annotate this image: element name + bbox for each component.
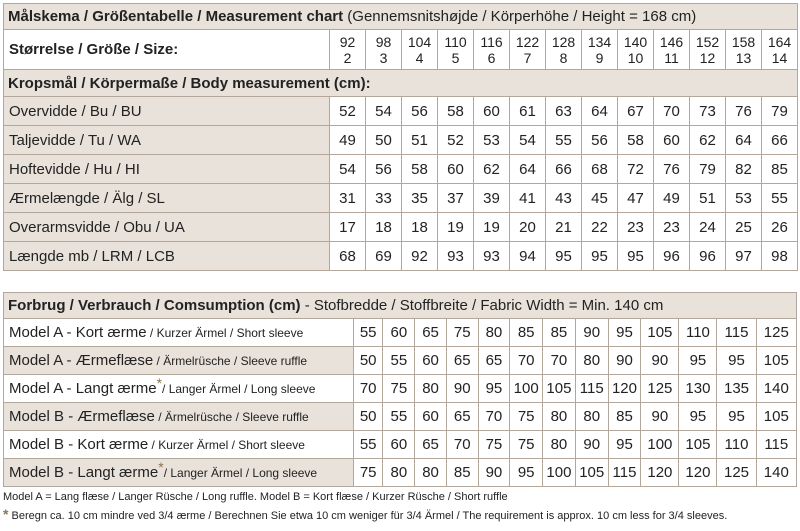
measurement-value: 23 bbox=[654, 213, 690, 242]
measurement-value: 17 bbox=[330, 213, 366, 242]
size-cell bbox=[474, 30, 510, 70]
measurement-value: 96 bbox=[690, 242, 726, 271]
consumption-value: 65 bbox=[415, 431, 447, 459]
consumption-label bbox=[4, 459, 354, 487]
measurement-value: 45 bbox=[582, 184, 618, 213]
measurement-value: 66 bbox=[546, 155, 582, 184]
model-note: Model A = Lang flæse / Langer Rüsche / Long ruffle. Model B = Kort flæse / Kurzer Rüsche / Short ruffle bbox=[3, 491, 508, 503]
measurement-value: 19 bbox=[438, 213, 474, 242]
size-cell bbox=[438, 30, 474, 70]
measurement-value: 53 bbox=[726, 184, 762, 213]
consumption-value: 105 bbox=[756, 347, 796, 375]
asterisk-icon: * bbox=[158, 459, 164, 475]
size-height: 104 bbox=[407, 33, 432, 50]
consumption-value: 55 bbox=[383, 403, 415, 431]
measurement-value: 58 bbox=[402, 155, 438, 184]
consumption-value: 80 bbox=[383, 459, 415, 487]
size-height: 116 bbox=[480, 33, 503, 50]
consumption-title-bold: Forbrug / Verbrauch / Comsumption (cm) bbox=[8, 297, 301, 314]
consumption-value: 120 bbox=[608, 375, 641, 403]
consumption-value: 120 bbox=[679, 459, 717, 487]
measurement-value: 76 bbox=[726, 97, 762, 126]
consumption-value: 105 bbox=[575, 459, 608, 487]
size-height: 164 bbox=[767, 33, 792, 50]
measurement-value: 95 bbox=[546, 242, 582, 271]
measurement-value: 64 bbox=[582, 97, 618, 126]
size-cell bbox=[618, 30, 654, 70]
measurement-chart-title-bold: Målskema / Größentabelle / Measurement chart bbox=[8, 8, 344, 25]
consumption-label bbox=[4, 403, 354, 431]
size-age: 9 bbox=[595, 49, 604, 66]
consumption-value: 80 bbox=[575, 347, 608, 375]
consumption-value: 90 bbox=[575, 431, 608, 459]
consumption-value: 95 bbox=[478, 375, 510, 403]
consumption-value: 60 bbox=[415, 403, 447, 431]
measurement-value: 18 bbox=[366, 213, 402, 242]
consumption-value: 105 bbox=[641, 319, 679, 347]
measurement-value: 67 bbox=[618, 97, 654, 126]
measurement-value: 62 bbox=[474, 155, 510, 184]
size-height: 146 bbox=[659, 33, 684, 50]
consumption-sleeve: / Langer Ärmel / Long sleeve bbox=[163, 466, 318, 480]
measurement-value: 52 bbox=[438, 126, 474, 155]
measurement-label: Ærmelængde / Älg / SL bbox=[4, 184, 330, 213]
measurement-value: 19 bbox=[474, 213, 510, 242]
measurement-value: 53 bbox=[474, 126, 510, 155]
asterisk-icon: * bbox=[3, 506, 9, 522]
measurement-value: 72 bbox=[618, 155, 654, 184]
size-label-text: Størrelse / Größe / Size: bbox=[9, 41, 179, 58]
measurement-value: 51 bbox=[402, 126, 438, 155]
consumption-value: 75 bbox=[383, 375, 415, 403]
consumption-value: 95 bbox=[717, 403, 756, 431]
body-measurement-row bbox=[4, 242, 798, 271]
body-measurement-row bbox=[4, 97, 798, 126]
size-cell bbox=[582, 30, 618, 70]
measurement-value: 43 bbox=[546, 184, 582, 213]
consumption-value: 65 bbox=[478, 347, 510, 375]
consumption-row bbox=[4, 459, 797, 487]
measurement-value: 35 bbox=[402, 184, 438, 213]
consumption-value: 85 bbox=[608, 403, 641, 431]
measurement-value: 56 bbox=[366, 155, 402, 184]
consumption-value: 70 bbox=[510, 347, 543, 375]
measurement-value: 49 bbox=[330, 126, 366, 155]
consumption-value: 130 bbox=[679, 375, 717, 403]
size-age: 8 bbox=[559, 49, 568, 66]
measurement-value: 97 bbox=[726, 242, 762, 271]
consumption-header bbox=[4, 293, 797, 319]
measurement-value: 56 bbox=[582, 126, 618, 155]
consumption-label bbox=[4, 347, 354, 375]
size-age: 5 bbox=[451, 49, 460, 66]
measurement-value: 70 bbox=[654, 97, 690, 126]
consumption-value: 55 bbox=[353, 431, 383, 459]
consumption-model: Model A - Kort ærme bbox=[9, 324, 147, 341]
size-age: 11 bbox=[664, 49, 679, 66]
consumption-sleeve: / Kurzer Ärmel / Short sleeve bbox=[146, 326, 304, 340]
measurement-value: 94 bbox=[510, 242, 546, 271]
measurement-label: Længde mb / LRM / LCB bbox=[4, 242, 330, 271]
consumption-value: 120 bbox=[641, 459, 679, 487]
measurement-value: 79 bbox=[690, 155, 726, 184]
measurement-label: Overvidde / Bu / BU bbox=[4, 97, 330, 126]
consumption-value: 80 bbox=[415, 459, 447, 487]
size-height: 140 bbox=[623, 33, 648, 50]
measurement-value: 79 bbox=[762, 97, 798, 126]
size-age: 10 bbox=[627, 49, 644, 66]
consumption-sleeve: / Kurzer Ärmel / Short sleeve bbox=[148, 438, 305, 452]
consumption-value: 85 bbox=[510, 319, 543, 347]
consumption-value: 95 bbox=[608, 319, 641, 347]
consumption-label bbox=[4, 375, 354, 403]
consumption-value: 110 bbox=[679, 319, 717, 347]
size-height: 122 bbox=[515, 33, 540, 50]
consumption-value: 100 bbox=[543, 459, 576, 487]
body-measurement-row bbox=[4, 184, 798, 213]
measurement-value: 93 bbox=[438, 242, 474, 271]
body-measurement-row bbox=[4, 126, 798, 155]
measurement-value: 58 bbox=[438, 97, 474, 126]
consumption-model: Model B - Kort ærme bbox=[9, 436, 149, 453]
consumption-value: 105 bbox=[756, 403, 796, 431]
measurement-value: 60 bbox=[438, 155, 474, 184]
measurement-value: 51 bbox=[690, 184, 726, 213]
measurement-value: 47 bbox=[618, 184, 654, 213]
measurement-value: 56 bbox=[402, 97, 438, 126]
size-age: 12 bbox=[699, 49, 716, 66]
measurement-value: 24 bbox=[690, 213, 726, 242]
measurement-value: 95 bbox=[618, 242, 654, 271]
consumption-table bbox=[3, 292, 797, 487]
measurement-value: 92 bbox=[402, 242, 438, 271]
sleeve-note bbox=[3, 506, 727, 522]
body-measurement-title bbox=[4, 70, 798, 97]
asterisk-icon: * bbox=[156, 375, 163, 391]
consumption-value: 90 bbox=[641, 347, 679, 375]
size-cell bbox=[654, 30, 690, 70]
measurement-value: 22 bbox=[582, 213, 618, 242]
consumption-row bbox=[4, 347, 797, 375]
measurement-value: 52 bbox=[330, 97, 366, 126]
measurement-value: 21 bbox=[546, 213, 582, 242]
consumption-value: 90 bbox=[608, 347, 641, 375]
consumption-row bbox=[4, 375, 797, 403]
measurement-value: 61 bbox=[510, 97, 546, 126]
size-age: 7 bbox=[523, 49, 532, 66]
measurement-value: 62 bbox=[690, 126, 726, 155]
measurement-value: 54 bbox=[366, 97, 402, 126]
measurement-value: 58 bbox=[618, 126, 654, 155]
size-age: 13 bbox=[735, 49, 752, 66]
measurement-value: 23 bbox=[618, 213, 654, 242]
consumption-row bbox=[4, 319, 797, 347]
consumption-value: 85 bbox=[446, 459, 478, 487]
measurement-value: 96 bbox=[654, 242, 690, 271]
size-cell bbox=[546, 30, 582, 70]
size-height: 152 bbox=[695, 33, 720, 50]
consumption-value: 70 bbox=[478, 403, 510, 431]
measurement-value: 50 bbox=[366, 126, 402, 155]
consumption-value: 65 bbox=[446, 347, 478, 375]
measurement-value: 69 bbox=[366, 242, 402, 271]
consumption-value: 80 bbox=[415, 375, 447, 403]
consumption-sleeve: / Langer Ärmel / Long sleeve bbox=[162, 382, 316, 396]
consumption-value: 65 bbox=[446, 403, 478, 431]
size-cell bbox=[366, 30, 402, 70]
consumption-value: 60 bbox=[383, 431, 415, 459]
consumption-label bbox=[4, 431, 354, 459]
measurement-value: 93 bbox=[474, 242, 510, 271]
consumption-value: 60 bbox=[415, 347, 447, 375]
consumption-value: 105 bbox=[679, 431, 717, 459]
consumption-value: 55 bbox=[353, 319, 383, 347]
measurement-value: 60 bbox=[654, 126, 690, 155]
consumption-value: 80 bbox=[478, 319, 510, 347]
measurement-chart-header bbox=[4, 4, 798, 30]
size-row bbox=[4, 30, 798, 70]
size-age: 4 bbox=[415, 49, 424, 66]
consumption-value: 70 bbox=[543, 347, 576, 375]
consumption-value: 75 bbox=[478, 431, 510, 459]
consumption-model: Model B - Ærmeflæse bbox=[9, 408, 155, 425]
measurement-value: 49 bbox=[654, 184, 690, 213]
measurement-value: 60 bbox=[474, 97, 510, 126]
size-height: 92 bbox=[339, 33, 356, 50]
consumption-value: 95 bbox=[608, 431, 641, 459]
consumption-row bbox=[4, 403, 797, 431]
measurement-value: 31 bbox=[330, 184, 366, 213]
measurement-label: Overarmsvidde / Obu / UA bbox=[4, 213, 330, 242]
measurement-value: 64 bbox=[726, 126, 762, 155]
consumption-value: 90 bbox=[446, 375, 478, 403]
measurement-value: 55 bbox=[762, 184, 798, 213]
measurement-value: 66 bbox=[762, 126, 798, 155]
consumption-value: 75 bbox=[510, 403, 543, 431]
measurement-value: 95 bbox=[582, 242, 618, 271]
consumption-value: 110 bbox=[717, 431, 756, 459]
measurement-value: 54 bbox=[510, 126, 546, 155]
measurement-value: 20 bbox=[510, 213, 546, 242]
consumption-value: 85 bbox=[543, 319, 576, 347]
body-measurement-header bbox=[4, 70, 798, 97]
measurement-value: 18 bbox=[402, 213, 438, 242]
consumption-value: 95 bbox=[510, 459, 543, 487]
consumption-value: 100 bbox=[641, 431, 679, 459]
consumption-value: 115 bbox=[608, 459, 641, 487]
body-measurement-row bbox=[4, 213, 798, 242]
consumption-value: 140 bbox=[756, 375, 796, 403]
consumption-value: 115 bbox=[575, 375, 608, 403]
size-height: 134 bbox=[587, 33, 612, 50]
size-cell bbox=[330, 30, 366, 70]
consumption-value: 75 bbox=[446, 319, 478, 347]
consumption-sleeve: / Ärmelrüsche / Sleeve ruffle bbox=[154, 410, 309, 424]
size-height: 158 bbox=[731, 33, 756, 50]
measurement-value: 73 bbox=[690, 97, 726, 126]
consumption-value: 80 bbox=[543, 431, 576, 459]
consumption-value: 50 bbox=[353, 403, 383, 431]
measurement-value: 64 bbox=[510, 155, 546, 184]
size-height: 110 bbox=[444, 33, 467, 50]
size-cell bbox=[690, 30, 726, 70]
consumption-value: 115 bbox=[717, 319, 756, 347]
measurement-value: 26 bbox=[762, 213, 798, 242]
measurement-value: 55 bbox=[546, 126, 582, 155]
consumption-value: 90 bbox=[575, 319, 608, 347]
consumption-title bbox=[4, 293, 797, 319]
consumption-value: 115 bbox=[756, 431, 796, 459]
sleeve-note-text: Beregn ca. 10 cm mindre ved 3/4 ærme / Berechnen Sie etwa 10 cm weniger für 3/4 Ärmel / The requirement is approx. 10 cm less for 3/4 sleeves. bbox=[8, 510, 728, 522]
consumption-value: 75 bbox=[510, 431, 543, 459]
size-cell bbox=[762, 30, 798, 70]
measurement-value: 82 bbox=[726, 155, 762, 184]
consumption-row bbox=[4, 431, 797, 459]
measurement-value: 39 bbox=[474, 184, 510, 213]
consumption-model: Model A - Langt ærme bbox=[9, 380, 157, 397]
consumption-value: 60 bbox=[383, 319, 415, 347]
size-cell bbox=[402, 30, 438, 70]
consumption-value: 125 bbox=[756, 319, 796, 347]
measurement-chart-title bbox=[4, 4, 798, 30]
consumption-label bbox=[4, 319, 354, 347]
measurement-chart-title-rest: (Gennemsnitshøjde / Körperhöhe / Height = 168 cm) bbox=[343, 8, 697, 25]
consumption-value: 55 bbox=[383, 347, 415, 375]
measurement-label: Taljevidde / Tu / WA bbox=[4, 126, 330, 155]
measurement-value: 54 bbox=[330, 155, 366, 184]
size-age: 3 bbox=[379, 49, 388, 66]
size-height: 128 bbox=[551, 33, 576, 50]
consumption-value: 140 bbox=[756, 459, 796, 487]
size-cell bbox=[726, 30, 762, 70]
measurement-value: 85 bbox=[762, 155, 798, 184]
measurement-value: 33 bbox=[366, 184, 402, 213]
size-cell bbox=[510, 30, 546, 70]
consumption-value: 100 bbox=[510, 375, 543, 403]
size-age: 2 bbox=[343, 49, 352, 66]
measurement-value: 37 bbox=[438, 184, 474, 213]
size-age: 14 bbox=[771, 49, 788, 66]
measurement-value: 41 bbox=[510, 184, 546, 213]
measurement-value: 63 bbox=[546, 97, 582, 126]
consumption-value: 90 bbox=[478, 459, 510, 487]
consumption-value: 80 bbox=[575, 403, 608, 431]
consumption-sleeve: / Ärmelrüsche / Sleeve ruffle bbox=[153, 354, 308, 368]
measurement-label: Hoftevidde / Hu / HI bbox=[4, 155, 330, 184]
consumption-model: Model A - Ærmeflæse bbox=[9, 352, 154, 369]
consumption-value: 70 bbox=[446, 431, 478, 459]
consumption-value: 70 bbox=[353, 375, 383, 403]
size-age: 6 bbox=[487, 49, 496, 66]
measurement-value: 25 bbox=[726, 213, 762, 242]
body-measurement-row bbox=[4, 155, 798, 184]
consumption-value: 95 bbox=[679, 347, 717, 375]
consumption-value: 50 bbox=[353, 347, 383, 375]
consumption-value: 95 bbox=[679, 403, 717, 431]
measurement-value: 76 bbox=[654, 155, 690, 184]
measurement-value: 68 bbox=[582, 155, 618, 184]
consumption-value: 75 bbox=[353, 459, 383, 487]
size-height: 98 bbox=[375, 33, 392, 50]
consumption-value: 135 bbox=[717, 375, 756, 403]
consumption-value: 90 bbox=[641, 403, 679, 431]
consumption-value: 65 bbox=[415, 319, 447, 347]
consumption-model: Model B - Langt ærme bbox=[9, 464, 159, 481]
consumption-value: 80 bbox=[543, 403, 576, 431]
consumption-value: 95 bbox=[717, 347, 756, 375]
consumption-value: 125 bbox=[641, 375, 679, 403]
size-label bbox=[4, 30, 330, 70]
measurement-value: 68 bbox=[330, 242, 366, 271]
body-measurement-title-text: Kropsmål / Körpermaße / Body measurement (cm): bbox=[8, 74, 371, 92]
consumption-title-rest: - Stofbredde / Stoffbreite / Fabric Width = Min. 140 cm bbox=[300, 297, 664, 314]
consumption-value: 105 bbox=[543, 375, 576, 403]
measurement-chart-table bbox=[3, 3, 798, 271]
measurement-value: 98 bbox=[762, 242, 798, 271]
consumption-value: 125 bbox=[717, 459, 756, 487]
